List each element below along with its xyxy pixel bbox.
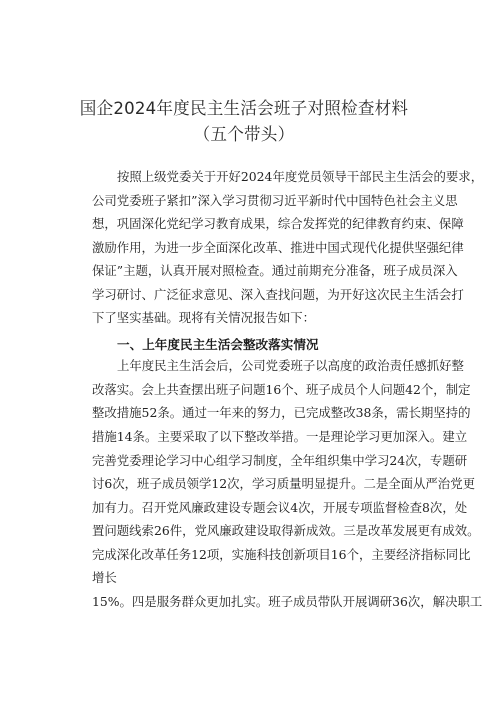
section-line-6: 讨6次，班子成员领学12次，学习质量明显提升。二是全面从严治党更 [92, 476, 475, 491]
section-line-9: 完成深化改革任务12项，实施科技创新项目16个，主要经济指标同比 [92, 547, 471, 562]
section-line-10: 增长 [92, 570, 117, 585]
section-line-11: 15%。四是服务群众更加扎实。班子成员带队开展调研36次，解决职工 [92, 594, 483, 609]
section-line-8: 置问题线索26件，党风廉政建设取得新成效。三是改革发展更有成效。 [92, 523, 480, 538]
section-line-4: 措施14条。主要采取了以下整改举措。一是理论学习更加深入。建立 [92, 429, 468, 444]
section-line-7: 加有力。召开党风廉政建设专题会议4次，开展专项监督检查8次，处 [92, 500, 468, 515]
document-subtitle: （五个带头） [193, 125, 295, 145]
section-line-2: 改落实。会上共查摆出班子问题16个、班子成员个人问题42个，制定 [92, 382, 471, 397]
section-line-1: 上年度民主生活会后，公司党委班子以高度的政治责任感抓好整 [117, 358, 464, 373]
intro-line-3: 想，巩固深化党纪学习教育成果，综合发挥党的纪律教育约束、保障 [92, 216, 464, 231]
section-line-3: 整改措施52条。通过一年来的努力，已完成整改38条，需长期坚持的 [92, 405, 471, 420]
intro-line-4: 激励作用，为进一步全面深化改革、推进中国式现代化提供坚强纪律 [92, 240, 464, 255]
intro-line-7: 下了坚实基础。现将有关情况报告如下： [92, 310, 316, 325]
intro-line-5: 保证”主题，认真开展对照检查。通过前期充分准备，班子成员深入 [92, 263, 458, 278]
document-title: 国企2024年度民主生活会班子对照检查材料 [79, 99, 409, 119]
section-heading: 一、上年度民主生活会整改落实情况 [117, 337, 319, 352]
intro-line-2: 公司党委班子紧扣”深入学习贯彻习近平新时代中国特色社会主义思 [92, 193, 458, 208]
section-line-5: 完善党委理论学习中心组学习制度，全年组织集中学习24次，专题研 [92, 453, 468, 468]
intro-line-1: 按照上级党委关于开好2024年度党员领导干部民主生活会的要求， [117, 169, 484, 184]
intro-line-6: 学习研讨、广泛征求意见、深入查找问题，为开好这次民主生活会打 [92, 287, 464, 302]
